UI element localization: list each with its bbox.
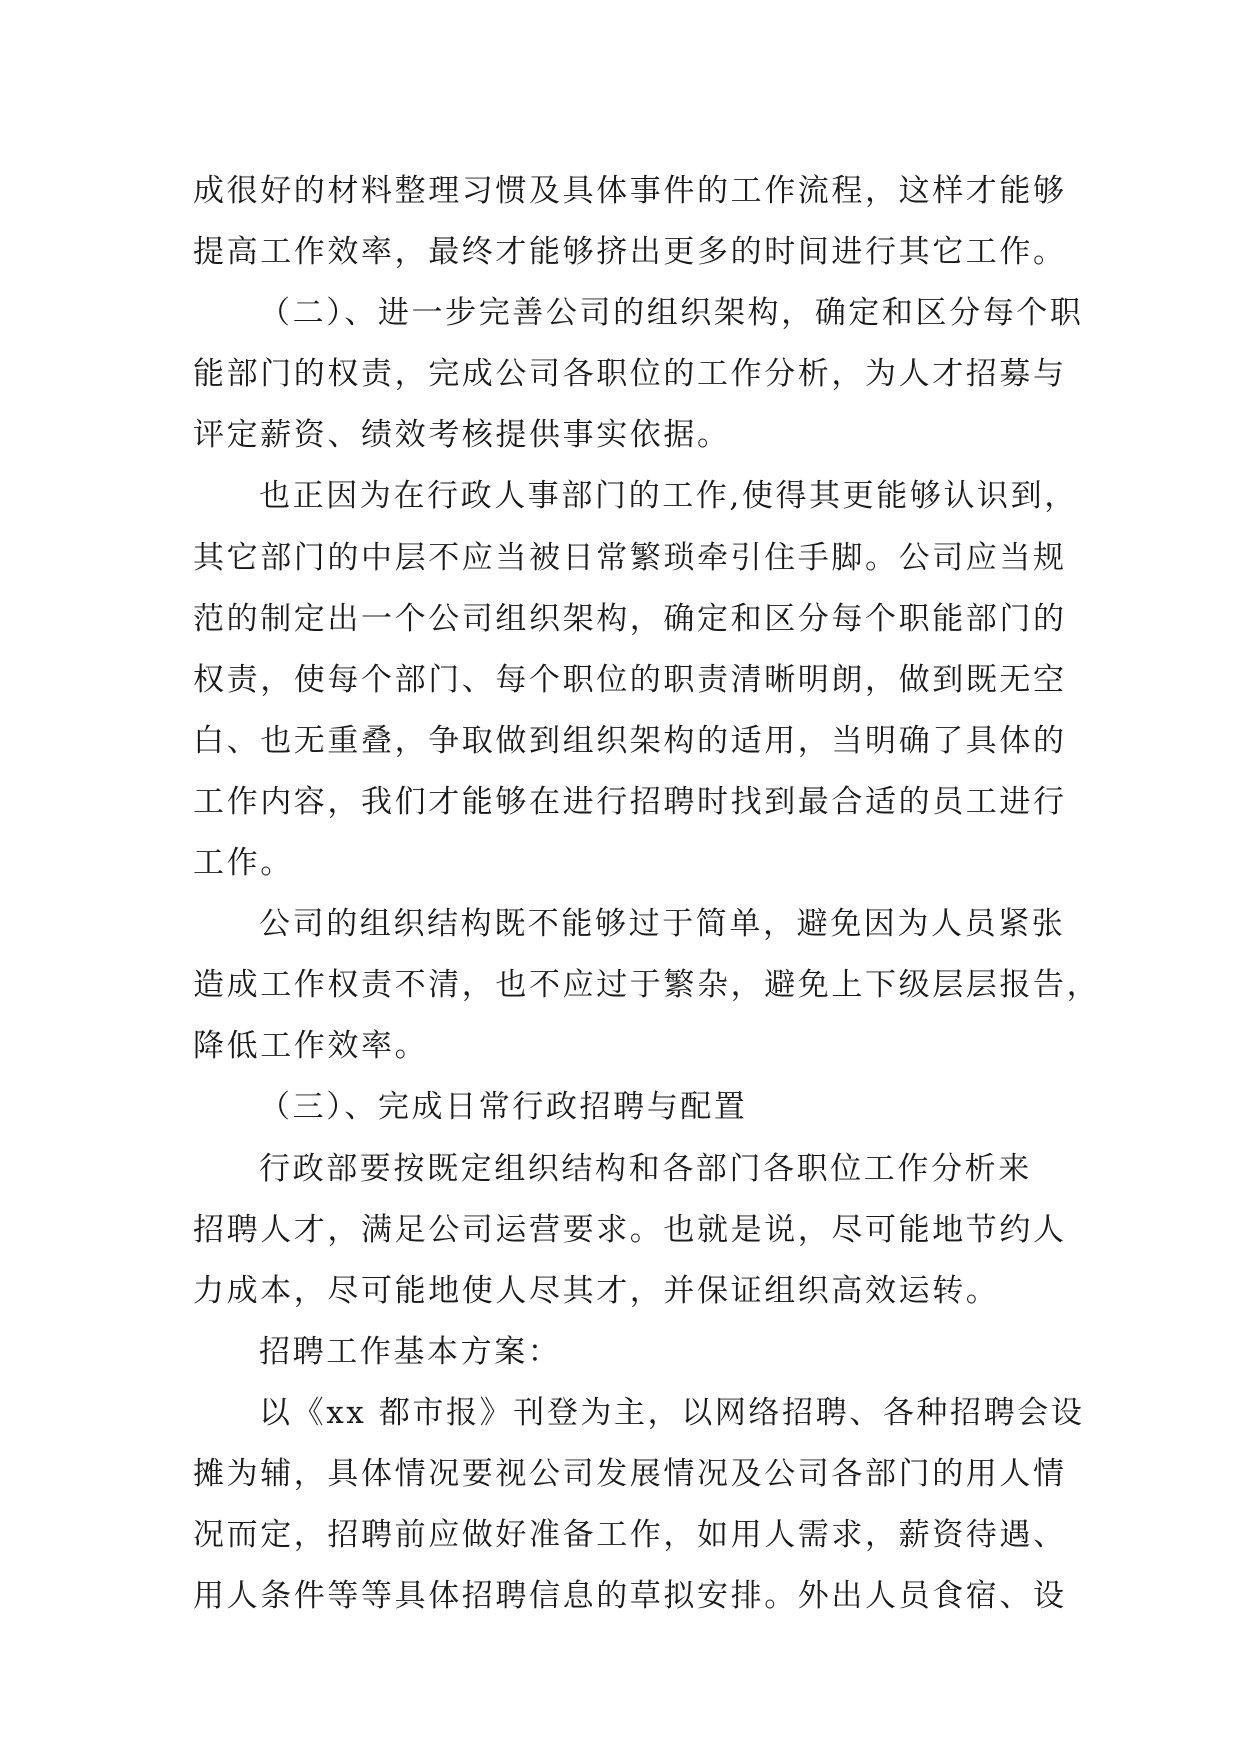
text-line: 提高工作效率，最终才能够挤出更多的时间进行其它工作。 bbox=[193, 234, 1067, 271]
section-heading-2: （二）、进一步完善公司的组织架构，确定和区分每个职 bbox=[259, 295, 1084, 332]
text-line: 范的制定出一个公司组织架构，确定和区分每个职能部门的 bbox=[193, 600, 1067, 637]
text-line: 摊为辅，具体情况要视公司发展情况及公司各部门的用人情 bbox=[193, 1455, 1067, 1492]
section-heading-3: （三）、完成日常行政招聘与配置 bbox=[259, 1089, 748, 1126]
text-line: 其它部门的中层不应当被日常繁琐牵引住手脚。公司应当规 bbox=[193, 539, 1067, 576]
text-line: 工作。 bbox=[193, 845, 294, 882]
text-line: 工作内容，我们才能够在进行招聘时找到最合适的员工进行 bbox=[193, 783, 1067, 820]
text-line: 用人条件等等具体招聘信息的草拟安排。外出人员食宿、设 bbox=[193, 1578, 1067, 1615]
document-body bbox=[193, 161, 1101, 1627]
paragraph-start: 公司的组织结构既不能够过于简单，避免因为人员紧张 bbox=[259, 906, 1066, 943]
text-line: 招聘人才，满足公司运营要求。也就是说，尽可能地节约人 bbox=[193, 1211, 1067, 1248]
text-line: 况而定，招聘前应做好准备工作，如用人需求，薪资待遇、 bbox=[193, 1517, 1067, 1554]
text-line: 权责，使每个部门、每个职位的职责清晰明朗，做到既无空 bbox=[193, 661, 1067, 698]
text-line: 成很好的材料整理习惯及具体事件的工作流程，这样才能够 bbox=[193, 173, 1067, 209]
text-line: 评定薪资、绩效考核提供事实依据。 bbox=[193, 417, 731, 454]
text-line: 降低工作效率。 bbox=[193, 1028, 429, 1065]
text-line: 造成工作权责不清，也不应过于繁杂，避免上下级层层报告， bbox=[193, 967, 1101, 1004]
text-line: 白、也无重叠，争取做到组织架构的适用，当明确了具体的 bbox=[193, 722, 1067, 759]
paragraph-start: 以《xx 都市报》刊登为主，以网络招聘、各种招聘会设 bbox=[259, 1394, 1085, 1431]
paragraph-start: 行政部要按既定组织结构和各部门各职位工作分析来 bbox=[259, 1150, 1032, 1187]
paragraph-start: 也正因为在行政人事部门的工作,使得其更能够认识到， bbox=[259, 478, 1078, 515]
subheading-recruitment-plan: 招聘工作基本方案： bbox=[259, 1333, 562, 1370]
text-line: 能部门的权责，完成公司各职位的工作分析，为人才招募与 bbox=[193, 356, 1067, 393]
text-line: 力成本，尽可能地使人尽其才，并保证组织高效运转。 bbox=[193, 1272, 1000, 1309]
